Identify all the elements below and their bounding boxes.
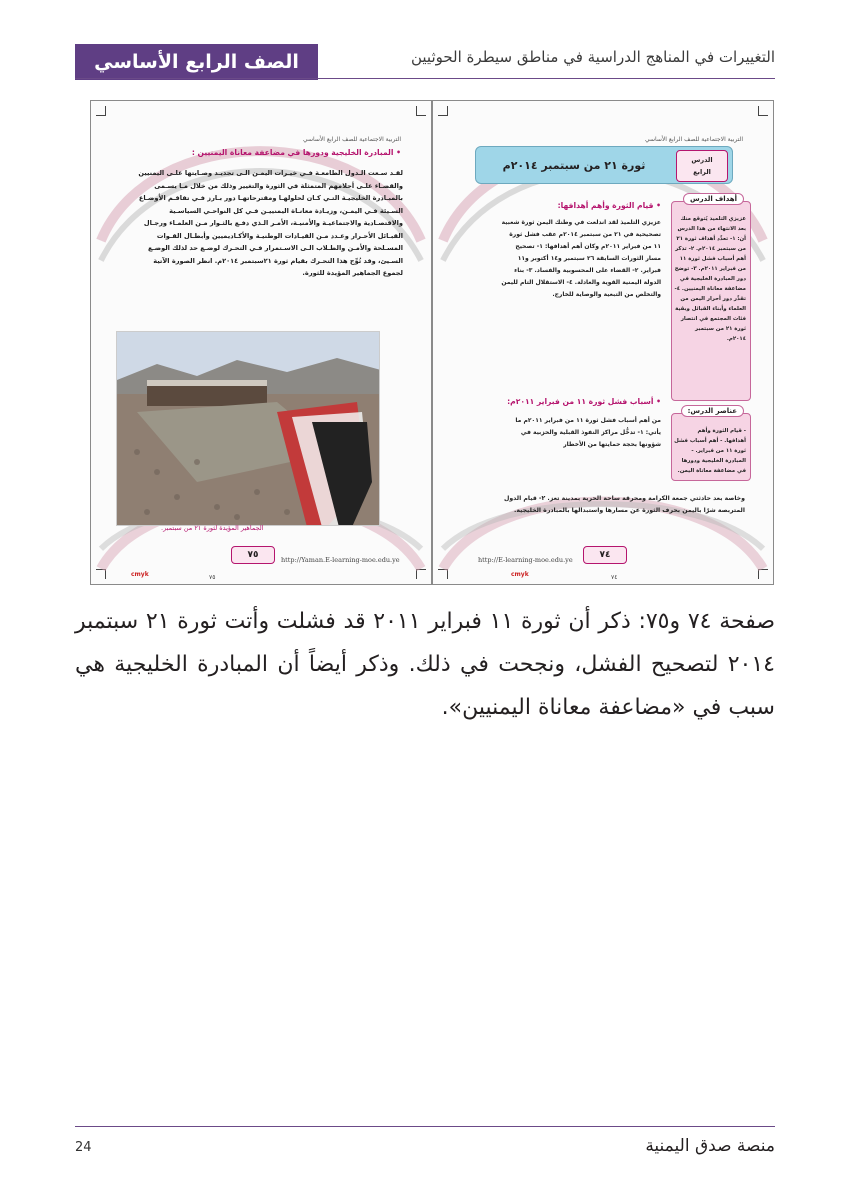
lesson-number-label (676, 150, 728, 182)
section-body: عزيزي التلميذ لقد اندلعت في وطنك اليمن ثورة شعبية تصحيحية في ٢١ من سبتمبر ٢٠١٤م عقب فشل ثورة ١١ من فبراير ٢٠١١م وكان أهم أهدافها: ١- تصحيح مسار الثورات السابقة ٢٦ سبتمبر و١٤ أكتوبر و١١ فبراير. ٢- القضاء على المحسوبية والفساد. ٣- بناء الدولة اليمنية القوية والعادلة. ٤- الاستقلال التام لليمن والتخلص من التبعية والوصاية للخارج. (501, 219, 661, 298)
footer-url: http://Yaman.E-learning-moe.edu.ye (281, 556, 400, 564)
cmyk-mark: cmyk (511, 571, 529, 578)
objectives-box (671, 195, 751, 401)
objectives-title: أهداف الدرس (683, 193, 744, 205)
textbook-page-75 (90, 100, 432, 585)
rally-photo (116, 331, 380, 526)
lesson-label-line: الدرس (691, 156, 713, 164)
footer-page-num: ٧٤ (611, 574, 618, 581)
objectives-list: عزيزي التلميذ يُتوقع منك بعد الانتهاء من هذا الدرس أن: ١- تعدِّد أهداف ثورة ٢١ من سبتمبر ٢٠١٤م. ٢- تذكر أهم أسباب فشل ثورة ١١ من فبراير ٢٠١١م. ٣- توضح دور المبادرة الخليجية في مضاعفة معاناة اليمنيين. ٤- تقدِّر دور أحرار اليمن من العلماء وأبناء القبائل وبقية فئات المجتمع في انتصار ثورة ٢١ من سبتمبر ٢٠١٤م. (674, 216, 746, 342)
lesson-elements-title: عناصر الدرس: (681, 405, 744, 417)
section-heading: • أسباب فشل ثورة ١١ من فبراير ٢٠١١م: (507, 397, 661, 406)
page-caption: التربية الاجتماعية للصف الرابع الأساسي (645, 136, 743, 143)
footer-divider (75, 1126, 775, 1127)
lesson-elements-list: - قيام الثورة وأهم أهدافها. - أهم أسباب فشل ثورة ١١ من فبراير. - المبادرة الخليجية ودورها في مضاعفة معاناة اليمن. (674, 428, 746, 474)
section-heading: • قيام الثورة وأهم أهدافها: (557, 201, 661, 210)
photo-caption: الجماهير المؤيدة لثورة ٢١ من سبتمبر. (161, 524, 264, 532)
footer-page-num: ٧٥ (209, 574, 216, 581)
cmyk-mark: cmyk (131, 571, 149, 578)
section-body: من أهم أسباب فشل ثورة ١١ من فبراير ٢٠١١م ما يأتي: ١- تدخُّل مراكز النفوذ القبلية والحزبية في شؤونها بحجة حمايتها من الأخطار (515, 417, 661, 448)
document-header-title: التغييرات في المناهج الدراسية في مناطق سيطرة الحوثيين (410, 48, 775, 66)
page-number-badge: ٧٥ (231, 546, 275, 564)
page-caption: التربية الاجتماعية للصف الرابع الأساسي (303, 136, 401, 143)
lesson-title: ثورة ٢١ من سبتمبر ٢٠١٤م (502, 158, 646, 172)
textbook-page-74 (432, 100, 774, 585)
header-divider (75, 78, 775, 79)
commentary-paragraph: صفحة ٧٤ و٧٥: ذكر أن ثورة ١١ فبراير ٢٠١١ قد فشلت وأتت ثورة ٢١ سبتمبر ٢٠١٤ لتصحيح الفشل، ونجحت في ذلك. وذكر أيضاً أن المبادرة الخليجية هي سبب في «مضاعفة معاناة اليمنيين». (75, 609, 775, 720)
section-body: لقـد سـعت الـدول الطامعـة فـي خيـرات اليمـن الـى تجديـد وصـايتها علـى اليمنيين والقضـاء علـى أحلامهم المتمثلة في الثورة والتغيير وذلك من خلال مـا يسـمى بالمبـادرة الخليجيـة التـي كـان لحلولهـا ومقترحاتهـا دور بـارز فـي تفاقـم الأوضـاع السـيئة فـي اليمـن، وزيـادة معانـاة اليمنييـن فـي كل النواحـي السياسـية والاقتصـادية والاجتماعيـة والأمنيـة، الأمـر الـذي دفـع بالثـوار مـن العلمـاء ورجـال القبـائل الأحـرار وعـدد مـن القيـادات الوطنيـة والأكـاديميين وأبطـال القـوات المسـلحة والأمـن والطـلاب الـى الاسـتمرار فـي التحـرك لوضـع حد لذلك الوضـع السـيئ، وقد تُوِّج هذا التحـرك بقيام ثورة ٢١سبتمبر ٢٠١٤م. انظر الصورة الآتية لجموع الجماهير المؤيدة للثورة. (138, 169, 403, 277)
page-number-badge: ٧٤ (583, 546, 627, 564)
lesson-label-line: الرابع (693, 168, 711, 176)
lesson-elements-box (671, 407, 751, 481)
section-heading: • المبادرة الخليجية ودورها في مضاعفة معاناة اليمنيين : (191, 148, 401, 157)
document-page-number: 24 (75, 1140, 92, 1155)
section-body: وخاصة بعد حادثتي جمعة الكرامة ومحرقة ساحة الحرية بمدينة تعز. ٢- قيام الدول المتربصة شرًا باليمن بحرف الثورة عن مسارها واستبدالها بالمبادرة الخليجية. (503, 495, 745, 514)
lesson-banner (475, 146, 733, 184)
footer-url: http://E-learning-moe.edu.ye (478, 556, 573, 564)
grade-badge: الصف الرابع الأساسي (75, 44, 318, 80)
publisher-name: منصة صدق اليمنية (645, 1136, 775, 1156)
